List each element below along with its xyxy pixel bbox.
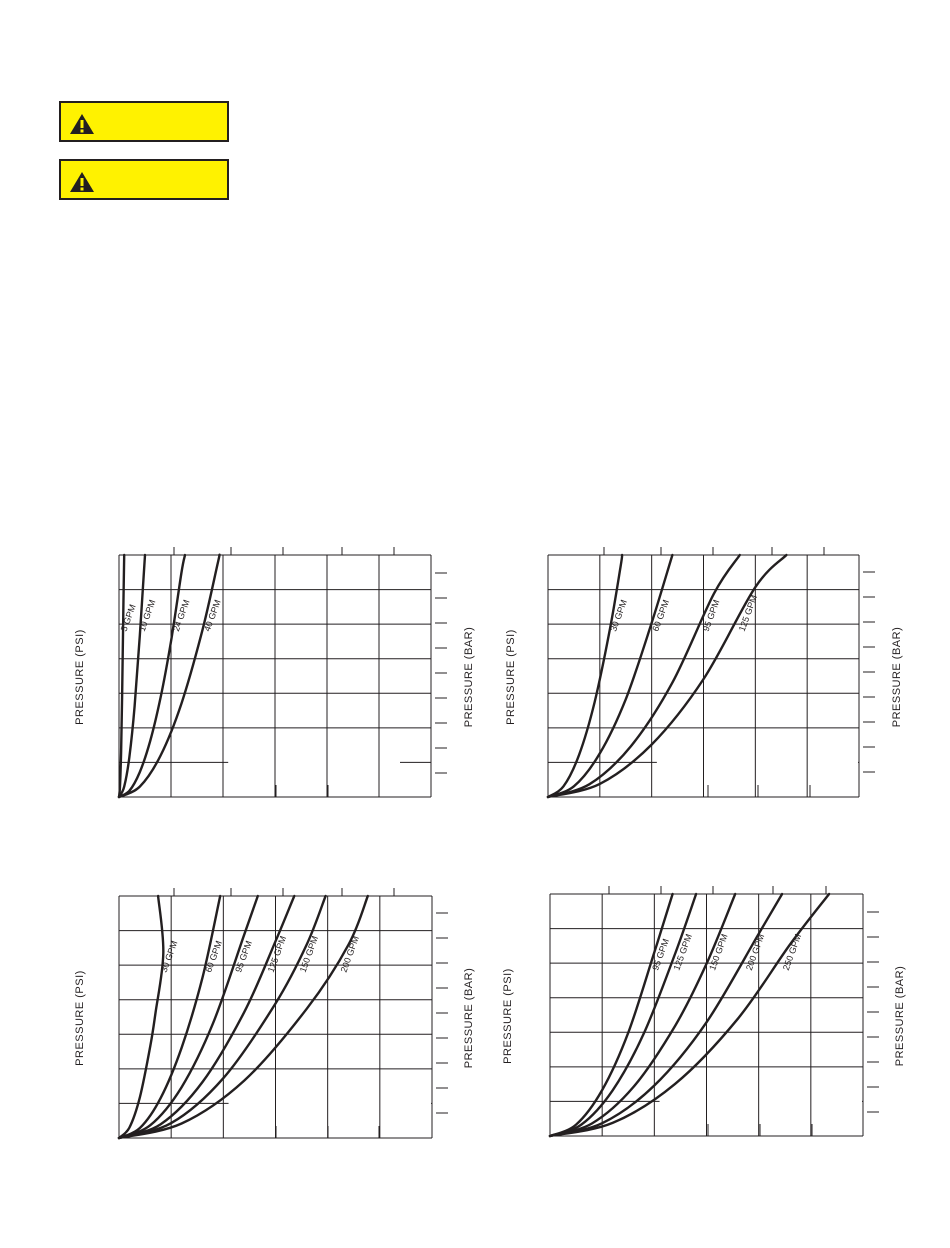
series-label: 30 GPM — [608, 598, 630, 633]
series-label: 200 GPM — [743, 932, 767, 972]
chart-2-ylabel-right: PRESSURE (BAR) — [891, 626, 903, 728]
series-label: 30 GPM — [158, 939, 180, 974]
chart-1-ylabel-right: PRESSURE (BAR) — [463, 626, 475, 728]
series-line-1 — [548, 555, 622, 797]
chart-2 — [530, 540, 890, 810]
warning-triangle-icon — [69, 113, 95, 135]
warning-box-2 — [59, 159, 229, 200]
chart-4-ylabel-right: PRESSURE (BAR) — [894, 965, 906, 1067]
series-label: 10 GPM — [136, 598, 158, 633]
chart-2-ylabel-left: PRESSURE (PSI) — [505, 629, 517, 725]
series-line-1 — [119, 555, 124, 797]
chart-3-ylabel-left: PRESSURE (PSI) — [74, 970, 86, 1066]
series-line-5 — [119, 896, 326, 1138]
series-label: 95 GPM — [650, 937, 671, 972]
series-label: 125 GPM — [736, 593, 760, 633]
series-line-4 — [119, 555, 220, 797]
chart-4-ylabel-left: PRESSURE (PSI) — [502, 968, 514, 1064]
series-label: 5 GPM — [118, 602, 138, 633]
series-label: 95 GPM — [233, 939, 254, 974]
series-label: 95 GPM — [700, 598, 722, 633]
series-line-1 — [119, 896, 163, 1138]
series-line-2 — [119, 896, 220, 1138]
chart-3-ylabel-right: PRESSURE (BAR) — [463, 967, 475, 1069]
series-line-3 — [550, 894, 735, 1136]
series-line-2 — [548, 555, 672, 797]
chart-1 — [100, 540, 460, 810]
series-label: 40 GPM — [202, 598, 223, 633]
warning-triangle-icon — [69, 171, 95, 193]
series-label: 250 GPM — [780, 932, 804, 972]
chart-3 — [100, 878, 460, 1153]
series-label: 24 GPM — [170, 598, 192, 633]
series-label: 150 GPM — [707, 932, 730, 972]
series-label: 150 GPM — [297, 934, 321, 974]
series-label: 125 GPM — [265, 934, 289, 974]
series-label: 125 GPM — [671, 932, 694, 972]
grid — [119, 888, 448, 1138]
chart-4 — [530, 878, 890, 1153]
series-line-6 — [119, 896, 368, 1138]
chart-1-ylabel-left: PRESSURE (PSI) — [74, 629, 86, 725]
series-line-4 — [550, 894, 782, 1136]
series-label: 60 GPM — [650, 598, 672, 633]
warning-box-1 — [59, 101, 229, 142]
series-label: 200 GPM — [338, 934, 362, 974]
grid — [119, 547, 447, 797]
series-line-5 — [550, 894, 829, 1136]
series-label: 60 GPM — [203, 939, 224, 974]
series-line-4 — [548, 555, 786, 797]
